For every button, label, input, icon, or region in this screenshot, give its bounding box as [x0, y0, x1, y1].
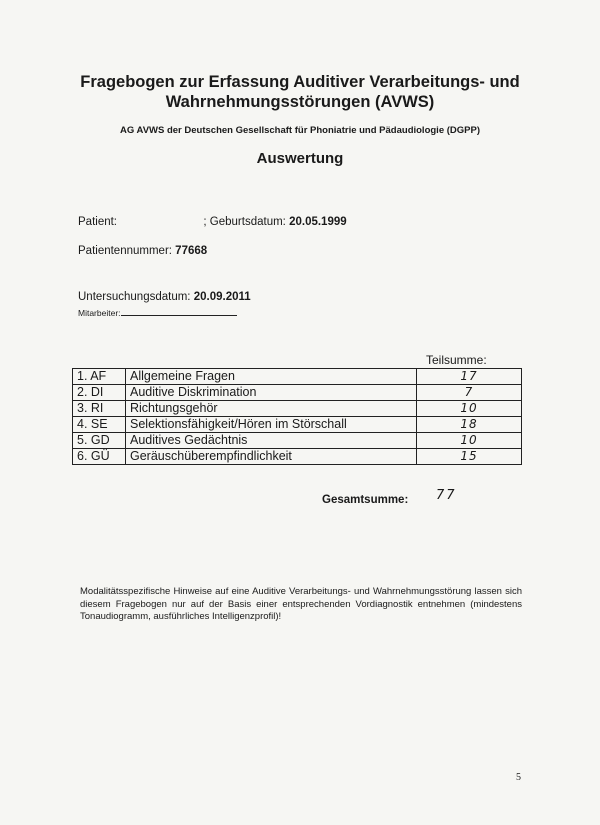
row-code: 1. AF — [73, 369, 126, 385]
row-label: Richtungsgehör — [126, 401, 417, 417]
table-row — [73, 385, 522, 401]
row-subtotal: 17 — [417, 369, 522, 385]
exam-date-label: Untersuchungsdatum: — [78, 291, 191, 303]
title-line-1: Fragebogen zur Erfassung Auditiver Verarbeitungs- und — [80, 73, 520, 91]
dob-value: 20.05.1999 — [289, 216, 347, 228]
row-code: 2. DI — [73, 385, 126, 401]
score-table — [72, 368, 522, 465]
row-label: Auditive Diskrimination — [126, 385, 417, 401]
row-code: 5. GD — [73, 433, 126, 449]
row-code: 3. RI — [73, 401, 126, 417]
row-subtotal: 10 — [417, 433, 522, 449]
exam-date-line — [78, 291, 251, 303]
patient-number-label: Patientennummer: — [78, 245, 172, 257]
subtotal-header: Teilsumme: — [426, 353, 487, 367]
row-label: Selektionsfähigkeit/Hören im Störschall — [126, 417, 417, 433]
page-number: 5 — [516, 772, 521, 783]
row-label: Allgemeine Fragen — [126, 369, 417, 385]
document-subtitle: AG AVWS der Deutschen Gesellschaft für Phoniatrie und Pädaudiologie (DGPP) — [120, 125, 480, 136]
row-code: 4. SE — [73, 417, 126, 433]
row-subtotal: 10 — [417, 401, 522, 417]
row-label: Geräuschüberempfindlichkeit — [126, 449, 417, 465]
disclaimer-note: Modalitätsspezifische Hinweise auf eine Auditive Verarbeitungs- und Wahrnehmungsstörung lassen sich diesem Fragebogen nur auf der Basis einer entsprechenden Vordiagnostik entnehmen (mindestens Tonaudiogramm, ausführliches Intelligenzprofil)! — [80, 586, 522, 622]
row-label: Auditives Gedächtnis — [126, 433, 417, 449]
row-subtotal: 15 — [417, 449, 522, 465]
table-row — [73, 433, 522, 449]
table-row — [73, 449, 522, 465]
total-label: Gesamtsumme: — [322, 494, 409, 506]
staff-label: Mitarbeiter: — [78, 308, 121, 318]
table-row — [73, 417, 522, 433]
row-subtotal: 7 — [417, 385, 522, 401]
patient-number-line — [78, 245, 207, 257]
title-line-2: Wahrnehmungsstörungen (AVWS) — [165, 93, 435, 111]
table-row — [73, 401, 522, 417]
row-code: 6. GÜ — [73, 449, 126, 465]
dob-label: ; Geburtsdatum: — [203, 216, 286, 228]
patient-line — [78, 216, 347, 228]
staff-line — [78, 307, 237, 318]
total-value: 77 — [436, 488, 457, 503]
document-title — [60, 72, 540, 112]
patient-number-value: 77668 — [175, 245, 208, 257]
staff-signature-blank — [121, 307, 237, 316]
section-heading: Auswertung — [256, 150, 344, 167]
exam-date-value: 20.09.2011 — [193, 291, 251, 303]
patient-label: Patient: — [78, 216, 117, 228]
table-row — [73, 369, 522, 385]
row-subtotal: 18 — [417, 417, 522, 433]
